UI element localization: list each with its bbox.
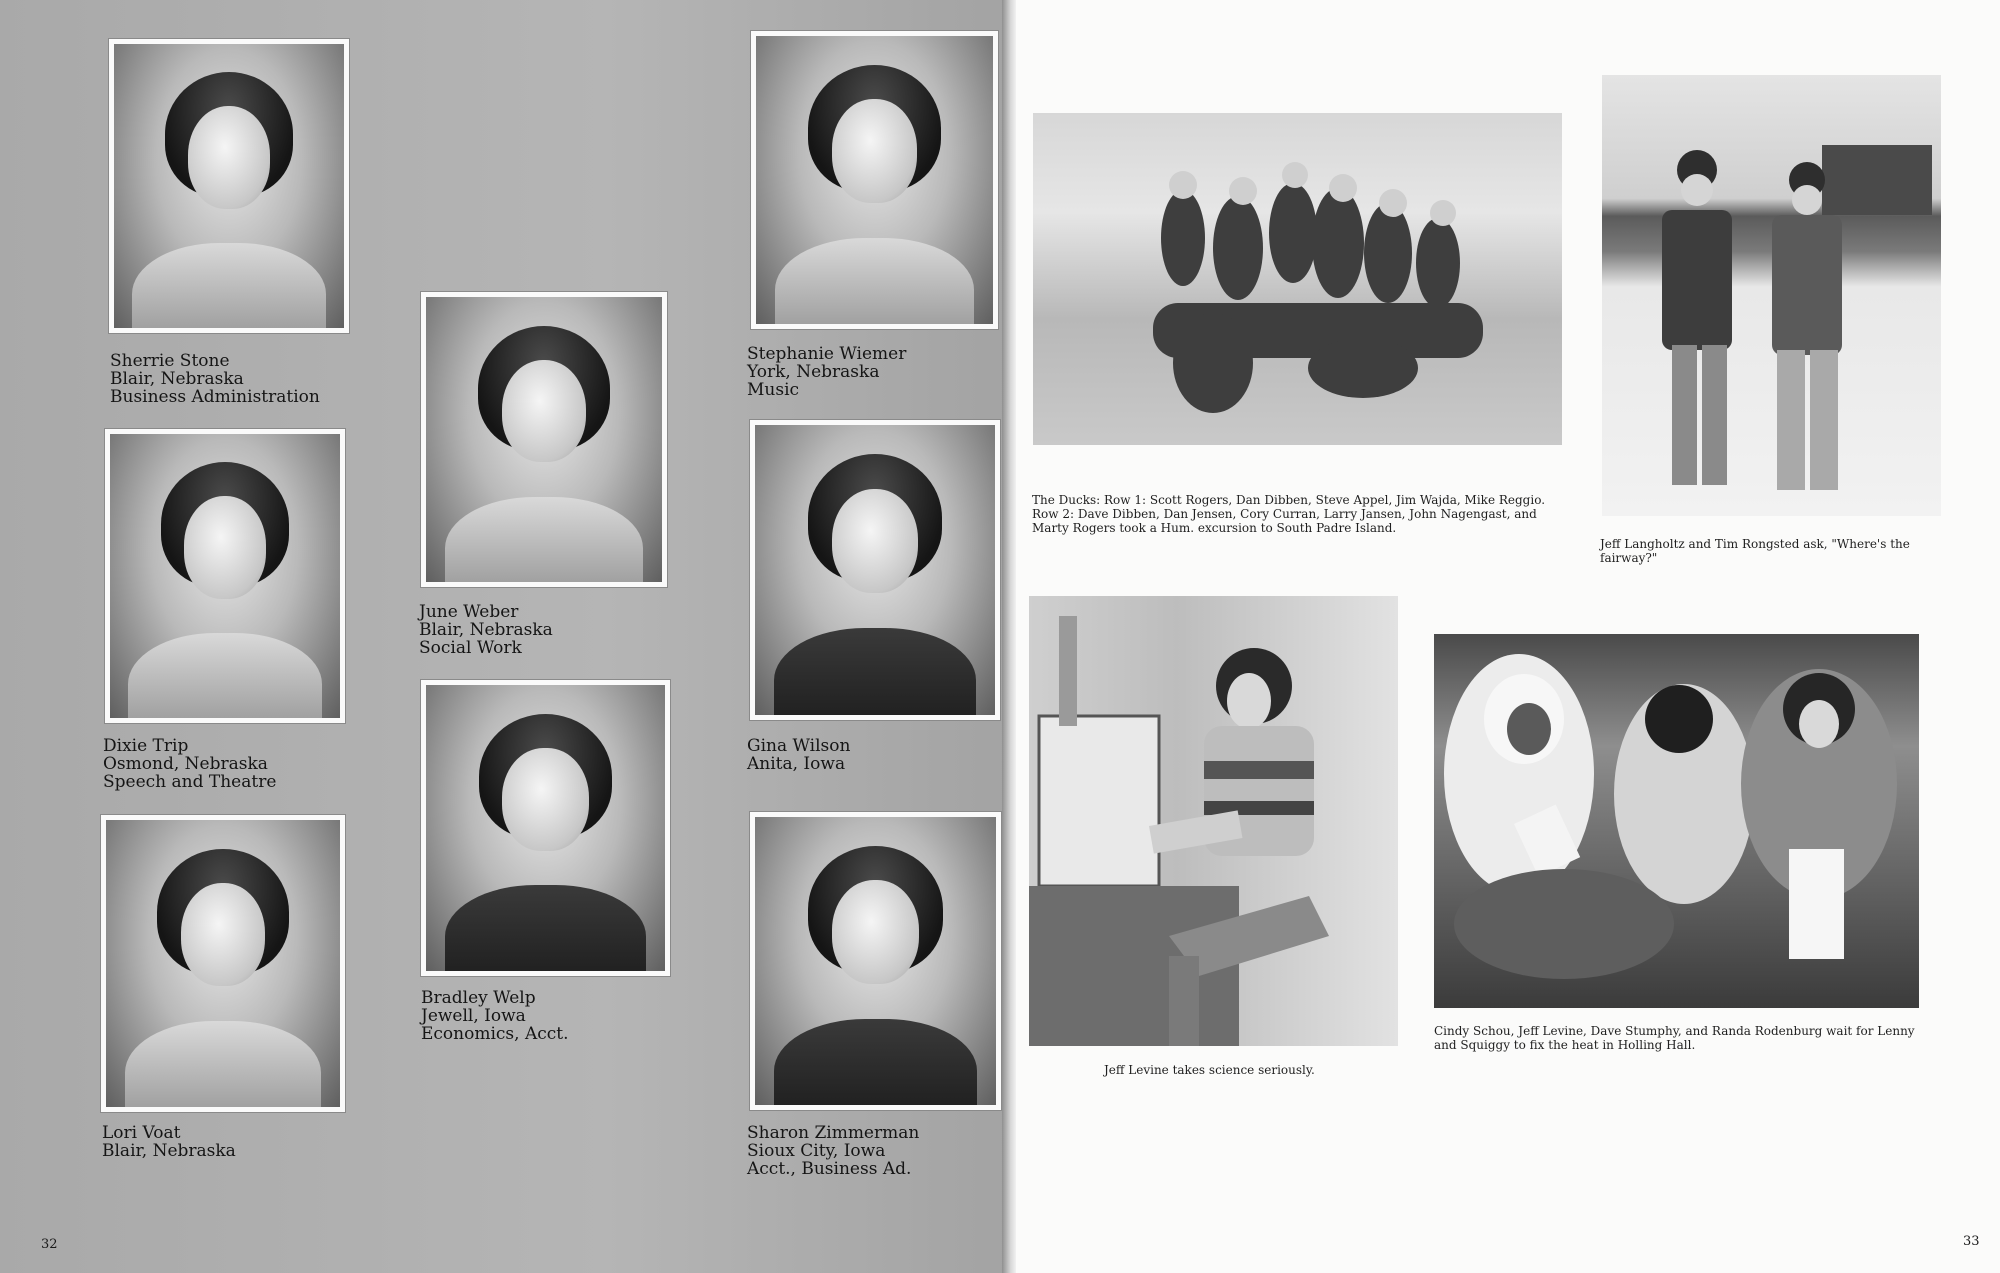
- caption-line: Marty Rogers took a Hum. excursion to South Padre Island.: [1032, 521, 1397, 535]
- caption-name: Bradley Welp: [421, 988, 536, 1008]
- caption-name: Lori Voat: [102, 1123, 181, 1143]
- caption-line: fairway?": [1600, 551, 1658, 565]
- caption-major: Business Administration: [110, 387, 320, 407]
- caption-lori-voat: [102, 1124, 236, 1160]
- caption-stephanie-wiemer: [747, 345, 906, 399]
- caption-name: Dixie Trip: [103, 736, 189, 756]
- page-number-right: 33: [1963, 1234, 1980, 1249]
- caption-fairway: [1600, 537, 1910, 565]
- caption-line: and Squiggy to fix the heat in Holling Hall.: [1434, 1038, 1696, 1052]
- caption-hometown: Osmond, Nebraska: [103, 754, 268, 774]
- caption-major: Economics, Acct.: [421, 1024, 569, 1044]
- caption-hometown: Sioux City, Iowa: [747, 1141, 886, 1161]
- caption-line: The Ducks: Row 1: Scott Rogers, Dan Dibben, Steve Appel, Jim Wajda, Mike Reggio.: [1032, 493, 1546, 507]
- caption-hometown: Blair, Nebraska: [102, 1141, 236, 1161]
- caption-line: Jeff Levine takes science seriously.: [1104, 1063, 1315, 1077]
- caption-sherrie-stone: [110, 352, 320, 406]
- photo-fairway: [1602, 75, 1941, 516]
- caption-ducks: [1032, 493, 1545, 535]
- photo-science-lab: [1029, 596, 1398, 1046]
- photo-ducks-beach: [1033, 113, 1562, 445]
- caption-hometown: Anita, Iowa: [747, 754, 846, 774]
- caption-hometown: York, Nebraska: [747, 362, 880, 382]
- portrait-gina-wilson: [750, 420, 1000, 720]
- caption-name: Gina Wilson: [747, 736, 851, 756]
- caption-name: Sharon Zimmerman: [747, 1123, 920, 1143]
- caption-name: June Weber: [419, 602, 519, 622]
- caption-holling-hall: [1434, 1024, 1915, 1052]
- portrait-lori-voat: [101, 815, 345, 1112]
- caption-sharon-zimmerman: [747, 1124, 919, 1178]
- portrait-dixie-trip: [105, 429, 345, 723]
- caption-hometown: Blair, Nebraska: [110, 369, 244, 389]
- caption-major: Acct., Business Ad.: [747, 1159, 912, 1179]
- caption-major: Social Work: [419, 638, 522, 658]
- caption-bradley-welp: [421, 989, 569, 1043]
- page-number-left: 32: [41, 1237, 58, 1252]
- photo-holling-hall: [1434, 634, 1919, 1008]
- caption-dixie-trip: [103, 737, 276, 791]
- caption-name: Stephanie Wiemer: [747, 344, 907, 364]
- caption-hometown: Jewell, Iowa: [421, 1006, 526, 1026]
- caption-line: Jeff Langholtz and Tim Rongsted ask, "Where's the: [1600, 537, 1910, 551]
- portrait-sharon-zimmerman: [750, 812, 1001, 1110]
- caption-science: [1104, 1063, 1315, 1077]
- caption-major: Music: [747, 380, 800, 400]
- caption-gina-wilson: [747, 737, 850, 773]
- caption-line: Cindy Schou, Jeff Levine, Dave Stumphy, and Randa Rodenburg wait for Lenny: [1434, 1024, 1915, 1038]
- portrait-bradley-welp: [421, 680, 670, 976]
- caption-line: Row 2: Dave Dibben, Dan Jensen, Cory Curran, Larry Jansen, John Nagengast, and: [1032, 507, 1537, 521]
- portrait-june-weber: [421, 292, 667, 587]
- caption-major: Speech and Theatre: [103, 772, 277, 792]
- caption-june-weber: [419, 603, 553, 657]
- caption-hometown: Blair, Nebraska: [419, 620, 553, 640]
- caption-name: Sherrie Stone: [110, 351, 230, 371]
- portrait-stephanie-wiemer: [751, 31, 998, 329]
- portrait-sherrie-stone: [109, 39, 349, 333]
